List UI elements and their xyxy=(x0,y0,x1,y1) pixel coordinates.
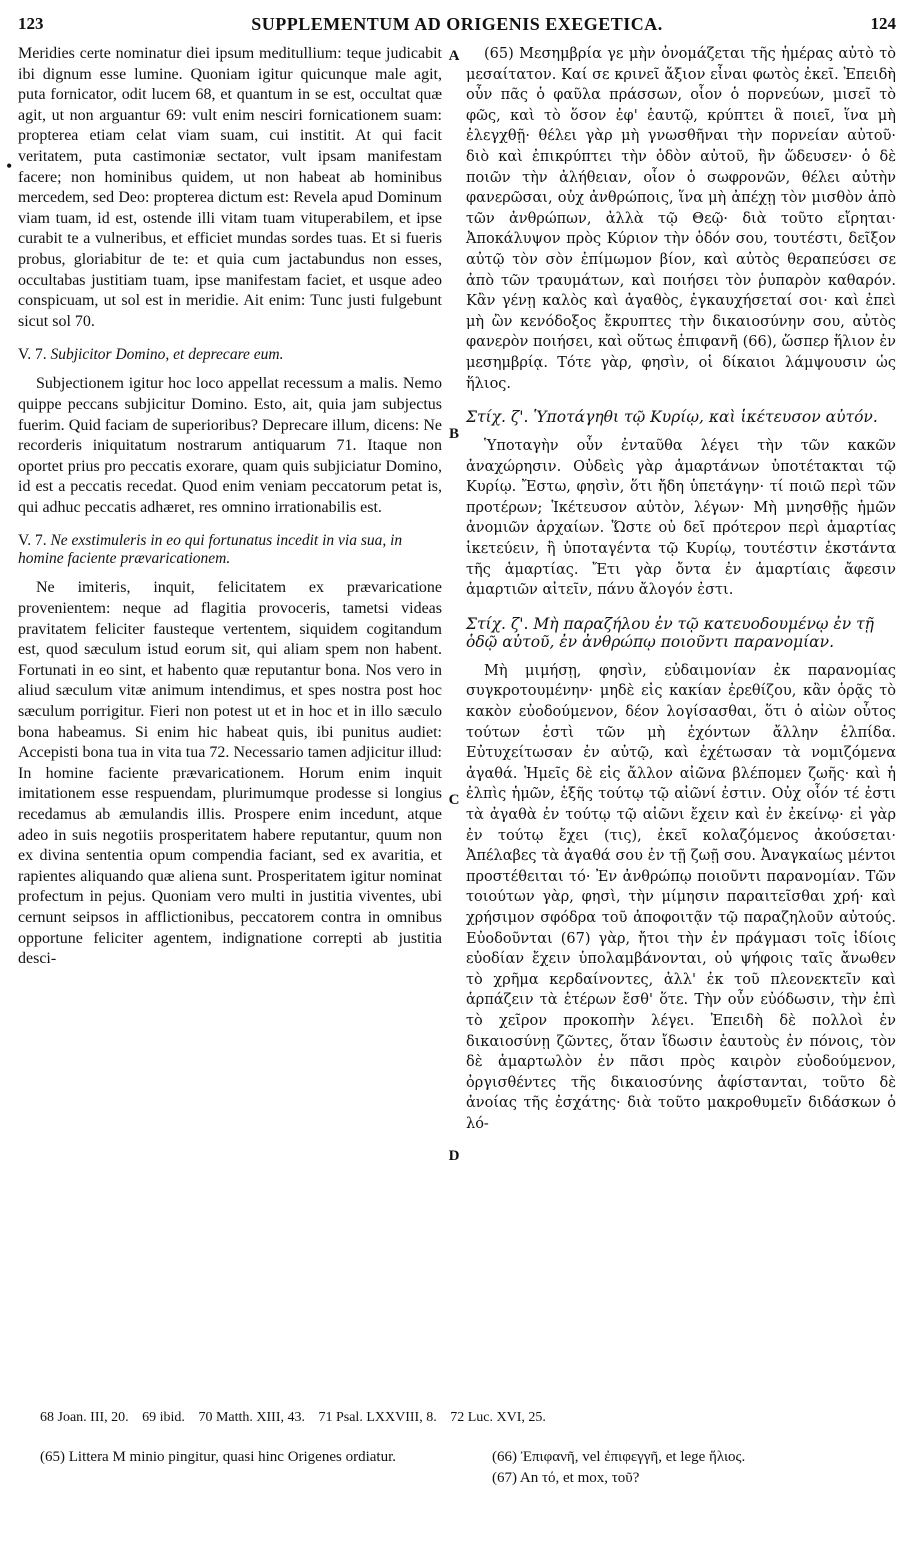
greek-verse-heading-1: Στίχ. ζ'. Ὑποτάγηθι τῷ Κυρίῳ, καὶ ἱκέτευσον αὐτόν. xyxy=(466,408,878,427)
margin-letter-d: D xyxy=(448,1148,460,1164)
page-header xyxy=(18,14,896,42)
margin-letter-a: A xyxy=(448,48,460,64)
reference: 72 Luc. XVI, 25. xyxy=(450,1410,546,1425)
page-number-right: 124 xyxy=(870,14,896,33)
notes-left xyxy=(40,1448,450,1469)
latin-verse-heading-2 xyxy=(18,532,442,568)
greek-paragraph-3: Μὴ μιμήσῃ, φησὶν, εὐδαιμονίαν ἐκ παρανομίας συγκροτουμένην· μηδὲ εἰς κακίαν ἐρεθίζου, κἂν ὁρᾷς τὸ κακὸν εὐοδούμενον, δέον λογίσασθαι, ὅτι ὁ αἰὼν οὗτος τούτων ἐστὶ τῶν μὴ ἐχόντων ἄλλην ἐλπίδα. Εὐτυχείτωσαν ἐν αὐτῷ, καὶ ἐχέτωσαν τὰ νομιζόμενα ἀγαθά. Ἡμεῖς δὲ εἰς ἄλλον αἰῶνα βλέπομεν ζωῆς· καὶ ἡ ἐλπὶς ἡμῶν, ἑξῆς τούτῳ τῷ αἰῶνί ἐστιν. Οὐχ οἷόν τέ ἐστι τὰ ἀγαθὰ ἐν τούτῳ τῷ αἰῶνι ἔχειν καὶ ἐν ἐκείνῳ· εἰ γὰρ ἐν τούτῳ ἔχει (τις), ἐκεῖ κολαζόμενος ἀκούσεται· Ἀπέλαβες τὰ ἀγαθά σου ἐν τῇ ζωῇ σου. Ἀναγκαίως μέντοι προστέθειται τό· Ἐν ἀνθρώπῳ ποιοῦντι παρανομίαν. Τῶν τοιούτων γὰρ, φησὶ, τὴν μίμησιν παραιτεῖσθαι χρή· καὶ χρήσιμον σφόδρα τοῦ ἀποφοιτᾷν τῷ παραζηλοῦν αὐτούς. Εὐοδοῦνται (67) γὰρ, ἤτοι τὴν ἐν πράγμασι τοῖς ἰδίοις εὐοδίαν ἔχειν ὑπολαμβάνονται, οὐ ψήφοις ταῖς ἄνωθεν τὸ χρῆμα κερδαίνοντες, ἀλλ' ἐκ τοῦ πλεονεκτεῖν καὶ ἁρπάζειν τὰ ἑτέρων ἔσθ' ὅτε. Τὴν οὖν εὐόδωσιν, τὴν ἐπὶ τὸ χεῖρον προκοπὴν λέγει. Ἐπειδὴ δὲ πολλοὶ ἐν δικαιοσύνῃ ζῶντες, ὅταν ἴδωσιν ἑαυτοὺς ἐν πόνοις, τὸν δὲ ἁμαρτωλὸν ἐν πᾶσι πρὸς καιρὸν εὐοδούμενον, ὀργισθέντες τῆς δικαιοσύνης ἀφίστανται, τοῦτο δὲ ἀνοίας τῆς ἐσχάτης· διὰ τοῦτο μακροθυμεῖν διδάσκων ὁ λό- xyxy=(466,662,896,1132)
reference: 71 Psal. LXXVIII, 8. xyxy=(318,1410,437,1425)
latin-paragraph-3: Ne imiteris, inquit, felicitatem ex prævaricatione provenientem: neque ad flagitia provoceris, tametsi videas pravitatem feliciter fausteque vertentem, siquidem cogitandum est, quod sæculum istud eorum sit, qui aliam spem non habent. Fortunati in eo sint, et habento quæ reputantur bona. Nos vero in aliud sæculum vitæ animum intendimus, et spes nostra post hoc sæculum porrigitur. Fieri non potest ut et in hoc et in illo sæculo bona habeamus. Si enim hic habeat quis, ibi punitus audiet: Accepisti bona tua in vita tua 72. Necessario tamen adjicitur illud: In homine faciente prævaricationem. Horum enim inquit imitationem esse respuendam, plurimumque prodesse si longius recedamus ab æmulandis illis. Prospere enim incedunt, atque adeo in suis negotiis prosperitatem habere reputantur, quum non ex divina sententia opum compendia faciant, sed ex avaritia, et rapientes aliquando quæ aliena sunt. Prosperitatem igitur nominat profectum in pejus. Quoniam vero multi in justitia viventes, ubi cernunt seipsos in afflictionibus, peccatorem contra in omnibus opportune feliciter agentem, indignatione correpti ab justitia desci- xyxy=(18,579,442,968)
note-65: (65) Littera M minio pingitur, quasi hinc Origenes ordiatur. xyxy=(40,1449,396,1465)
latin-paragraph-2: Subjectionem igitur hoc loco appellat recessum a malis. Nemo quippe peccans subjicitur Domino. Esto, ait, quia jam subjectus fuerim. Quid faciam de superioribus? Deprecare illum, dicens: Ne recorderis iniquitatum nostrarum antiquarum 71. Itaque non oportet prius pro peccatis exorare, quam quis subjiciatur Domino, id est a peccatis recedat. Quod enim veniam peccatorum petat is, qui adhuc peccatis adhæret, res omnino irrationabilis est. xyxy=(18,375,442,516)
greek-column xyxy=(466,44,896,1141)
margin-dot: • xyxy=(6,156,13,176)
reference: 68 Joan. III, 20. xyxy=(40,1410,129,1425)
latin-column xyxy=(18,44,442,976)
greek-paragraph-1: (65) Μεσημβρία γε μὴν ὀνομάζεται τῆς ἡμέρας αὐτὸ τὸ μεσαίτατον. Καί σε κρινεῖ ἄξιον εἶναι φωτὸς ἐκεῖ. Ἐπειδὴ οὖν πᾶς ὁ φαῦλα πράσσων, οἷον ὁ πορνεύων, μισεῖ τὸ φῶς, καὶ τὸ ὅσον ἐφ' ἑαυτῷ, κρύπτει ἃ ποιεῖ, ἵνα μὴ ἐλεγχθῇ· θέλει γὰρ μὴ γνωσθῆναι τὴν πορνείαν αὐτοῦ· διὸ καὶ ἐπικρύπτει τὴν ὁδὸν αὐτοῦ, ἣν ὥδευσεν· ὁ δὲ ποιῶν τὴν ἀλήθειαν, οἷον ὁ σωφρονῶν, θέλει αὐτὴν φανερῶσαι, οὐχ ἀνθρώποις, ἵνα μὴ ἀπέχῃ τὸν μισθὸν ἀπὸ τῶν ἀνθρώπων, ἀλλὰ τῷ Θεῷ· διὰ τοῦτο εἴρηται· Ἀποκάλυψον πρὸς Κύριον τὴν ὁδόν σου, τουτέστι, δεῖξον αὐτῷ τὸν σὸν ἐπίμωμον βίον, καὶ αὐτὸς θεραπεύσει σε ἀπὸ τῶν τραυμάτων, καὶ ποιήσει τὸν ῥυπαρὸν καθαρόν. Κἂν γένῃ καλὸς καὶ ἀγαθὸς, ἐγκαυχήσεταί σοι· καὶ ἐπεὶ μὴ ὢν κενόδοξος ἔκρυπτες τὴν δικαιοσύνην σου, αὐτὸς φανερὸν ποιήσει, καὶ οὕτως ἐπιφανῆ (66), ὥσπερ ἥλιον ἐν μεσημβρίᾳ. Τότε γὰρ, φησὶν, οἱ δίκαιοι λάμψουσιν ὡς ἥλιος. xyxy=(466,46,896,392)
greek-verse-heading-2: Στίχ. ζ'. Μὴ παραζήλου ἐν τῷ κατευοδουμένῳ ἐν τῇ ὁδῷ αὐτοῦ, ἐν ἀνθρώπῳ ποιοῦντι παρανομίαν. xyxy=(466,614,874,651)
margin-letter-b: B xyxy=(448,426,459,442)
verse-text: Subjicitor Domino, et deprecare eum. xyxy=(50,346,284,364)
verse-number: V. 7. xyxy=(18,346,47,364)
reference: 70 Matth. XIII, 43. xyxy=(198,1410,305,1425)
greek-paragraph-2: Ὑποταγὴν οὖν ἐνταῦθα λέγει τὴν τῶν κακῶν ἀναχώρησιν. Οὐδεὶς γὰρ ἁμαρτάνων ὑποτέτακται τῷ Κυρίῳ. Ἔστω, φησὶν, ὅτι ἤδη ὑπετάγην· τί ποιῶ περὶ τῶν προτέρων; Ἱκέτευσον αὐτὸν, λέγων· Μὴ μνησθῇς ἡμῶν ἀνομιῶν ἀρχαίων. Ὥστε οὐ δεῖ πρότερον περὶ ἁμαρτίας ἱκετεύειν, ἢ ὑποταγέντα τῷ Κυρίῳ, τουτέστιν ἐκστάντα τῆς ἁμαρτίας. Ἔτι γὰρ ὄντα ἐν ἁμαρτίαις ἄφεσιν ἁμαρτιῶν αἰτεῖν, πάνυ ἄλογόν ἐστι. xyxy=(466,438,896,599)
verse-text: Ne exstimuleris in eo qui fortunatus incedit in via sua, in homine faciente prævaricationem. xyxy=(18,532,403,568)
note-67: (67) An τό, et mox, τοῦ? xyxy=(492,1470,640,1486)
scripture-references xyxy=(40,1410,874,1426)
note-66: (66) Ἐπιφανῆ, vel ἐπιφεγγῆ, et lege ἥλιος. xyxy=(492,1449,746,1465)
page-number-left: 123 xyxy=(18,14,44,33)
notes-right xyxy=(492,1448,892,1490)
margin-letter-c: C xyxy=(448,792,460,808)
latin-paragraph-1: Meridies certe nominatur diei ipsum meditullium: teque judicabit ibi dignum esse lumine. Quoniam igitur quicunque male agit, puta fornicator, odit lucem 68, et quantum in se est, occultat quæ agit, ut non arguantur 69: vult enim nesciri fornicationem suam: propterea etiam celat viam suam, cui institit. At qui facit veritatem, puta castimoniæ sectator, vult ipsam manifestam facere; non hominibus quidem, ut non habeat ab hominibus mercedem, sed Deo: propterea dictum est: Revela apud Dominum viam tuam, id est, ostende illi vitam tuam vituperabilem, et ipse curabit te a vulneribus, et efficiet mundas sordes tuas. Et si fueris probus, gloriabitur de te: et quia cum jactabundus non esses, occultabas justitiam tuam, ipse manifestam faciet, et usque adeo conspicuam, ut sol est in meridie. Ait enim: Tunc justi fulgebunt sicut sol 70. xyxy=(18,45,442,330)
reference: 69 ibid. xyxy=(142,1410,185,1425)
latin-verse-heading-1 xyxy=(18,346,442,364)
running-title: SUPPLEMENTUM AD ORIGENIS EXEGETICA. xyxy=(251,14,663,34)
verse-number: V. 7. xyxy=(18,532,47,550)
